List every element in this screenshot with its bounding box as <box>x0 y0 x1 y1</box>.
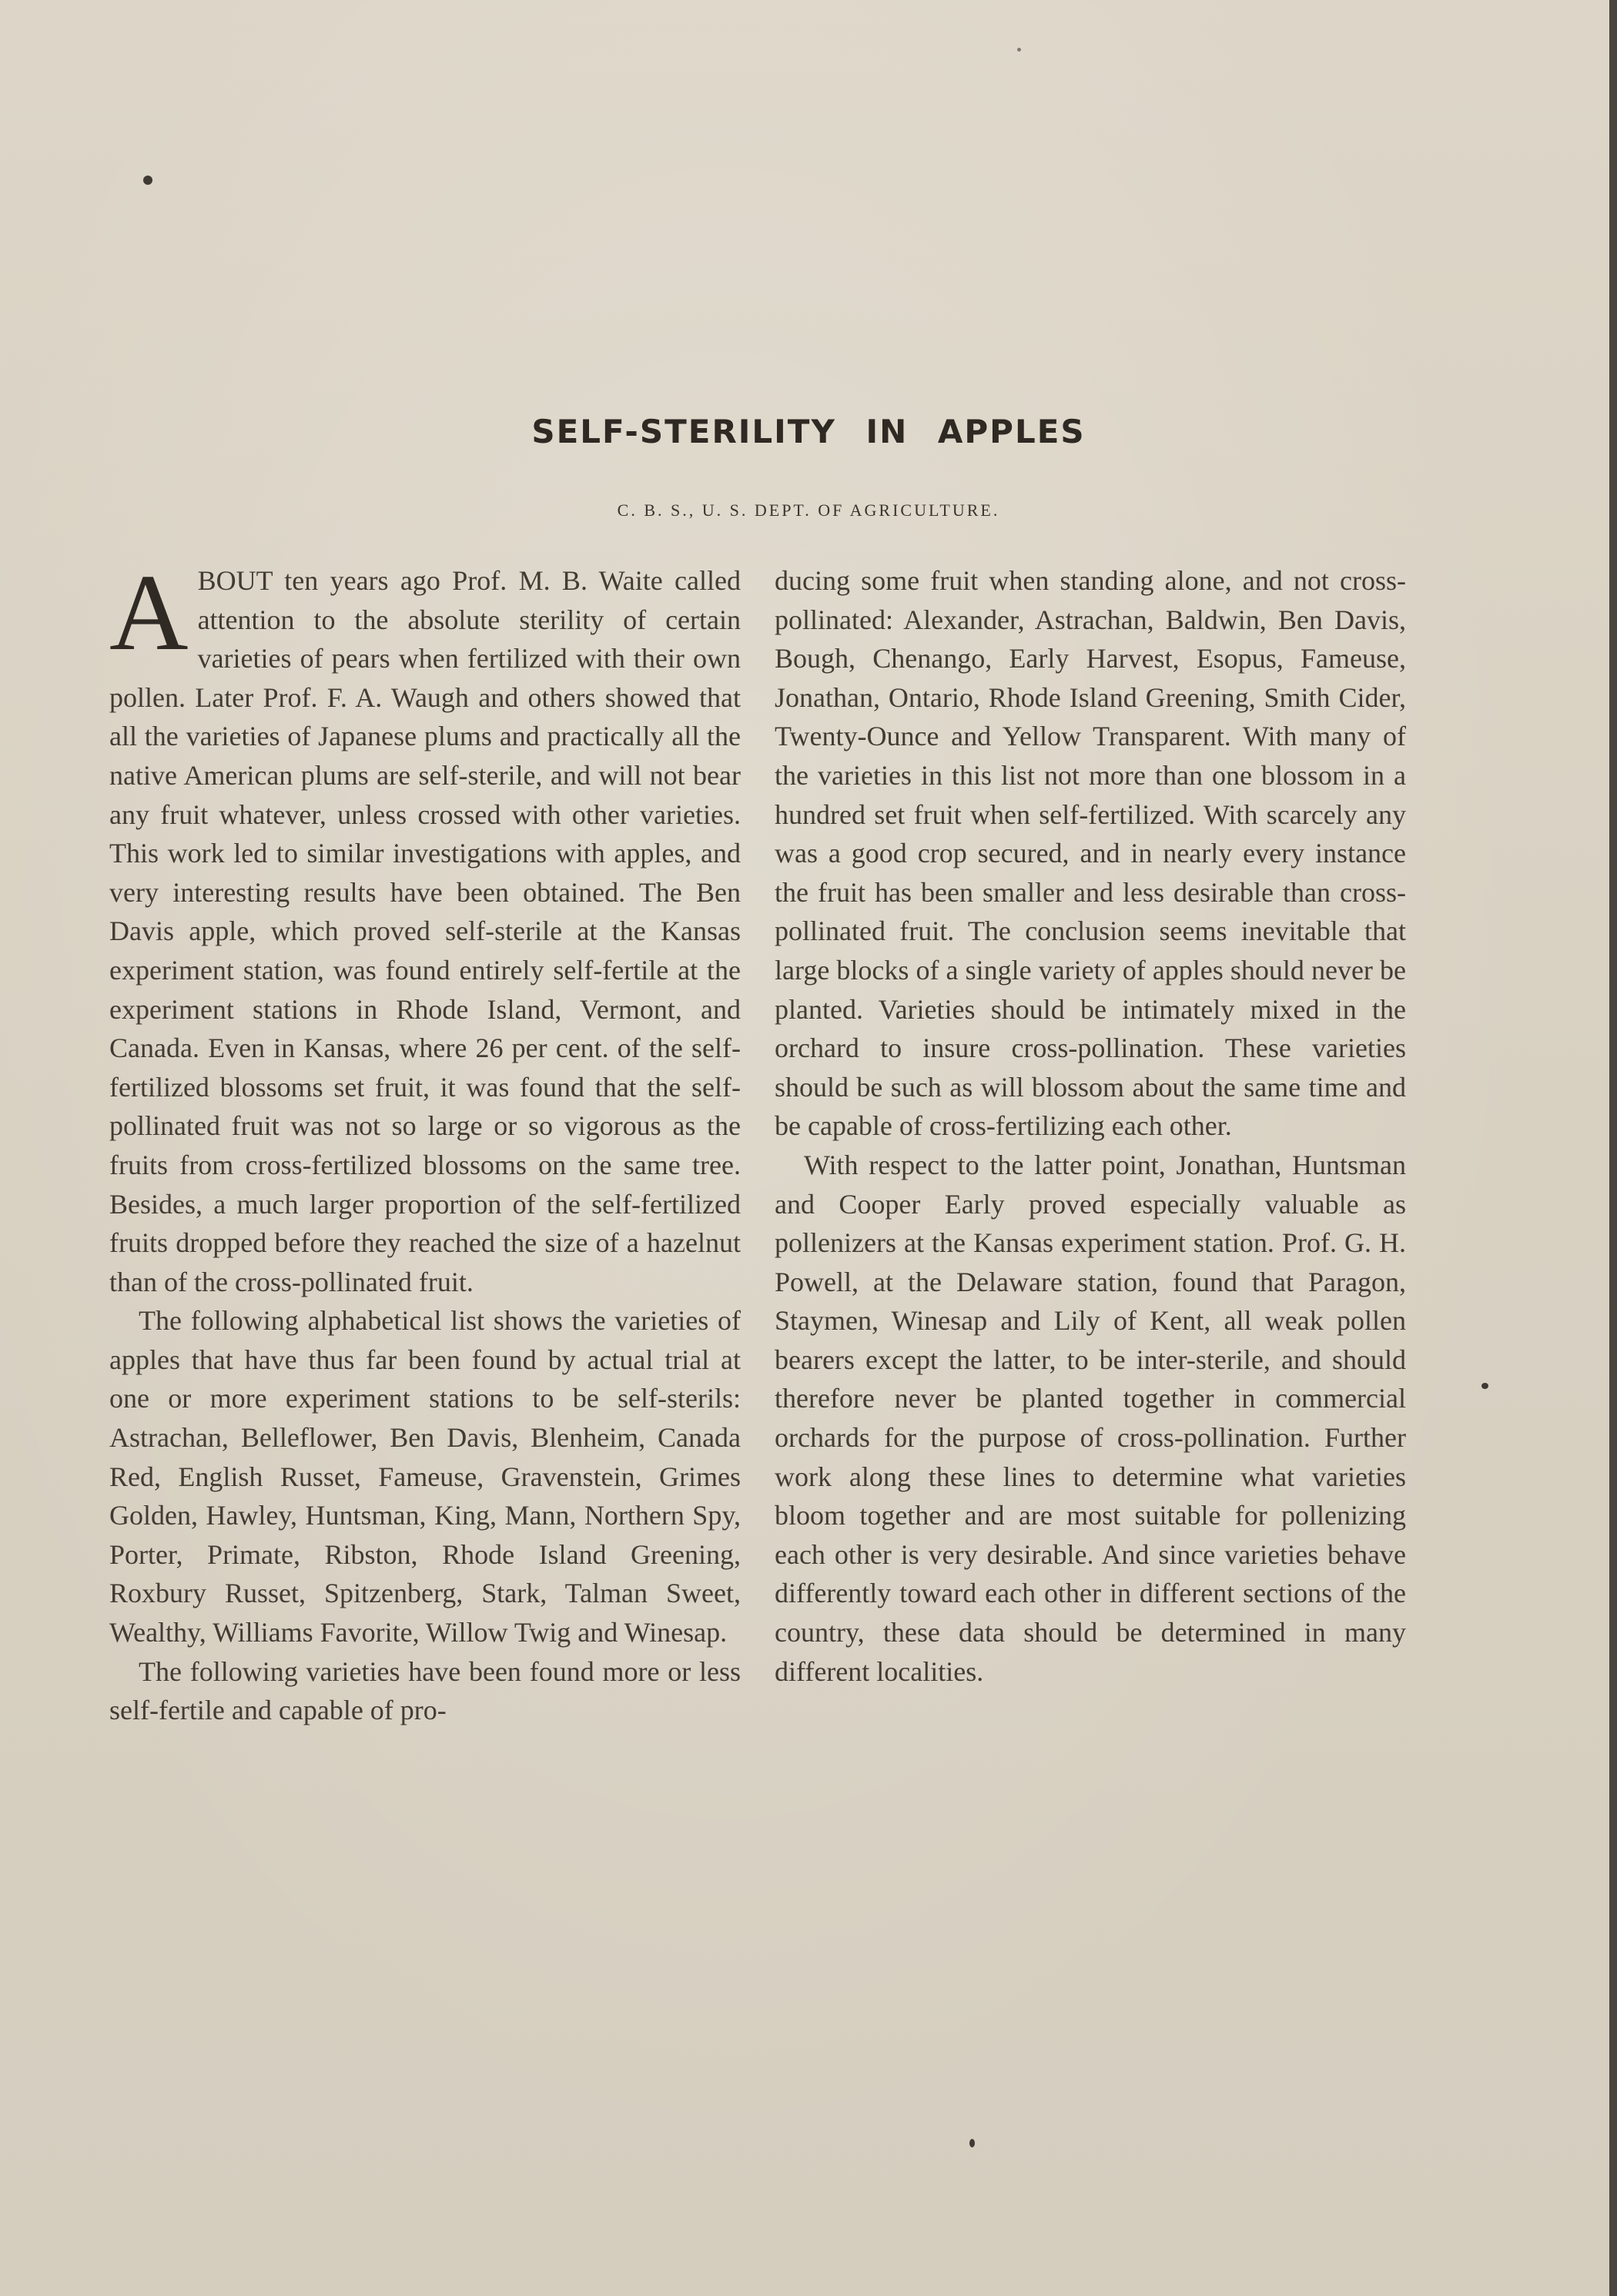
ink-speck <box>1481 1383 1488 1389</box>
ink-speck <box>143 176 152 185</box>
paragraph-text: BOUT ten years ago Prof. M. B. Waite called attention to the absolute sterility of certain varieties of pears when fertilized with their own pollen. Later Prof. F. A. Waugh and others showed that all the varieties of Japanese plums and practically all the native American plums are self-sterile, and will not bear any fruit whatever, unless crossed with other varieties. This work led to similar investigations with apples, and very interesting results have been obtained. The Ben Davis apple, which proved self-sterile at the Kansas experiment station, was found entirely self-fertile at the experiment stations in Rhode Island, Vermont, and Canada. Even in Kansas, where 26 per cent. of the self-fertilized blossoms set fruit, it was found that the self-pollinated fruit was not so large or so vigorous as the fruits from cross-fertilized blossoms on the same tree. Besides, a much larger proportion of the self-fertilized fruits dropped before they reached the size of a hazelnut than of the cross-pollinated fruit. <box>109 565 741 1297</box>
page-edge-shadow <box>1609 0 1617 2296</box>
ink-speck <box>1017 48 1021 52</box>
paragraph: The following varieties have been found more or less self-fertile and capable of pro- <box>109 1655 741 1726</box>
paragraph: The following alphabetical list shows the varieties of apples that have thus far been found by actual trial at one or more experiment stations to be self-sterils: Astrachan, Belleflower, Ben Davis, Blenheim, Canada Red, English Russet, Fameuse, Gravenstein, Grimes Golden, Hawley, Huntsman, King, Mann, Northern Spy, Porter, Primate, Ribston, Rhode Island Greening, Roxbury Russet, Spitzenberg, Stark, Talman Sweet, Wealthy, Williams Favorite, Willow Twig and Winesap. <box>109 1305 741 1648</box>
ink-speck <box>969 2139 975 2147</box>
right-column <box>775 561 1406 1691</box>
paragraph: With respect to the latter point, Jonathan, Huntsman and Cooper Early proved especially valuable as pollenizers at the Kansas experiment station. Prof. G. H. Powell, at the Delaware station, found that Paragon, Staymen, Winesap and Lily of Kent, all weak pollen bearers except the latter, to be inter-sterile, and should therefore never be planted together in commercial orchards for the purpose of cross-pollination. Further work along these lines to determine what varieties bloom together and are most suitable for pollenizing each other is very desirable. And since varieties behave differently toward each other in different sections of the country, these data should be determined in many different localities. <box>775 1149 1406 1687</box>
article-byline: C. B. S., U. S. DEPT. OF AGRICULTURE. <box>617 500 1000 520</box>
article-title: SELF-STERILITY IN APPLES <box>531 413 1086 450</box>
drop-cap: A <box>109 551 189 673</box>
paragraph <box>109 551 741 1301</box>
left-column <box>109 551 741 1730</box>
paragraph: ducing some fruit when standing alone, and not cross-pollinated: Alexander, Astrachan, Baldwin, Ben Davis, Bough, Chenango, Early Harvest, Esopus, Fameuse, Jonathan, Ontario, Rhode Island Greening, Smith Cider, Twenty-Ounce and Yellow Transparent. With many of the varieties in this list not more than one blossom in a hundred set fruit when self-fertilized. With scarcely any was a good crop secured, and in nearly every instance the fruit has been smaller and less desirable than cross-pollinated fruit. The conclusion seems inevitable that large blocks of a single variety of apples should never be planted. Varieties should be intimately mixed in the orchard to insure cross-pollination. These varieties should be such as will blossom about the same time and be capable of cross-fertilizing each other. <box>775 565 1406 1142</box>
